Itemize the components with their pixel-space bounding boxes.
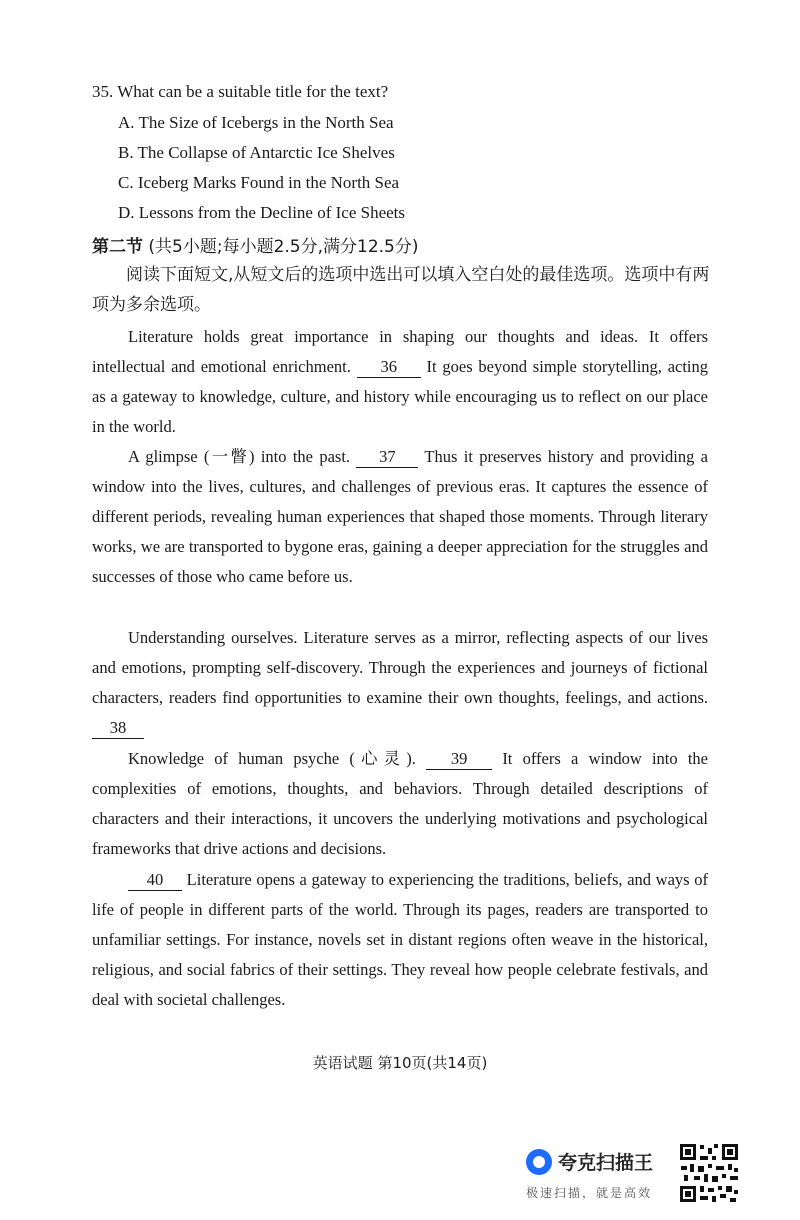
- option-c: C. Iceberg Marks Found in the North Sea: [118, 173, 400, 192]
- watermark-brand: [526, 1148, 653, 1175]
- option-a: A. The Size of Icebergs in the North Sea: [118, 113, 394, 132]
- qr-code-icon: [678, 1142, 740, 1204]
- p1-text-a: Literature holds great importance in shaping our thoughts and ideas. It offers intellectual and emotional enrichment.: [92, 327, 708, 376]
- blank-38: 38: [92, 718, 144, 739]
- paragraph-1: [92, 322, 708, 442]
- blank-40: 40: [128, 870, 182, 891]
- paragraph-3: [92, 623, 708, 743]
- option-b: B. The Collapse of Antarctic Ice Shelves: [118, 143, 395, 162]
- p2-text-a: A glimpse (一瞥) into the past.: [128, 447, 351, 466]
- section-title: 第二节: [92, 237, 143, 257]
- option-d: D. Lessons from the Decline of Ice Sheets: [118, 203, 406, 222]
- p3-text: Understanding ourselves. Literature serves as a mirror, reflecting aspects of our lives and emotions, prompting self-discovery. Through the experiences and journeys of fictional characters, readers find opportunities to examine their own thoughts, feelings, and actions.: [92, 628, 708, 707]
- section-heading: [92, 232, 419, 257]
- paragraph-4: [92, 744, 708, 864]
- page-footer: 英语试题 第10页(共14页): [312, 1054, 488, 1072]
- blank-36: 36: [357, 357, 421, 378]
- p4-text-a: Knowledge of human psyche (心灵).: [128, 749, 416, 768]
- paragraph-2: [92, 442, 708, 592]
- section-instruction: 阅读下面短文,从短文后的选项中选出可以填入空白处的最佳选项。选项中有两项为多余选项。: [92, 265, 710, 315]
- watermark-brand-text: 夸克扫描王: [558, 1152, 654, 1174]
- quark-logo-icon: [526, 1149, 552, 1175]
- question-35-stem: 35. What can be a suitable title for the text?: [92, 82, 389, 101]
- blank-37: 37: [356, 447, 418, 468]
- blank-39: 39: [426, 749, 492, 770]
- p2-text-b: Thus it preserves history and providing a window into the lives, cultures, and challenges of previous eras. It captures the essence of different periods, revealing human experiences that shaped those moments. Through literary works, we are transported to bygone eras, gaining a deeper appreciation for the struggles and successes of those who came before us.: [92, 447, 708, 586]
- paragraph-5: [92, 865, 708, 1015]
- p5-text: Literature opens a gateway to experiencing the traditions, beliefs, and ways of life of people in different parts of the world. Through its pages, readers are transported to unfamiliar settings. For instance, novels set in distant regions often weave in the historical, religious, and social fabrics of their settings. They reveal how people celebrate festivals, and deal with societal challenges.: [92, 870, 708, 1009]
- scanner-watermark: [526, 1140, 756, 1210]
- p1-text-b: It goes beyond simple storytelling, acting as a gateway to knowledge, culture, and history while encouraging us to reflect on our place in the world.: [92, 357, 709, 436]
- p4-text-b: It offers a window into the complexities of emotions, thoughts, and behaviors. Through detailed descriptions of characters and their interactions, it uncovers the underlying motivations and psychological frameworks that drive actions and decisions.: [92, 749, 709, 858]
- section-note: (共5小题;每小题2.5分,满分12.5分): [148, 237, 419, 257]
- watermark-slogan: 极速扫描，就是高效: [526, 1186, 653, 1200]
